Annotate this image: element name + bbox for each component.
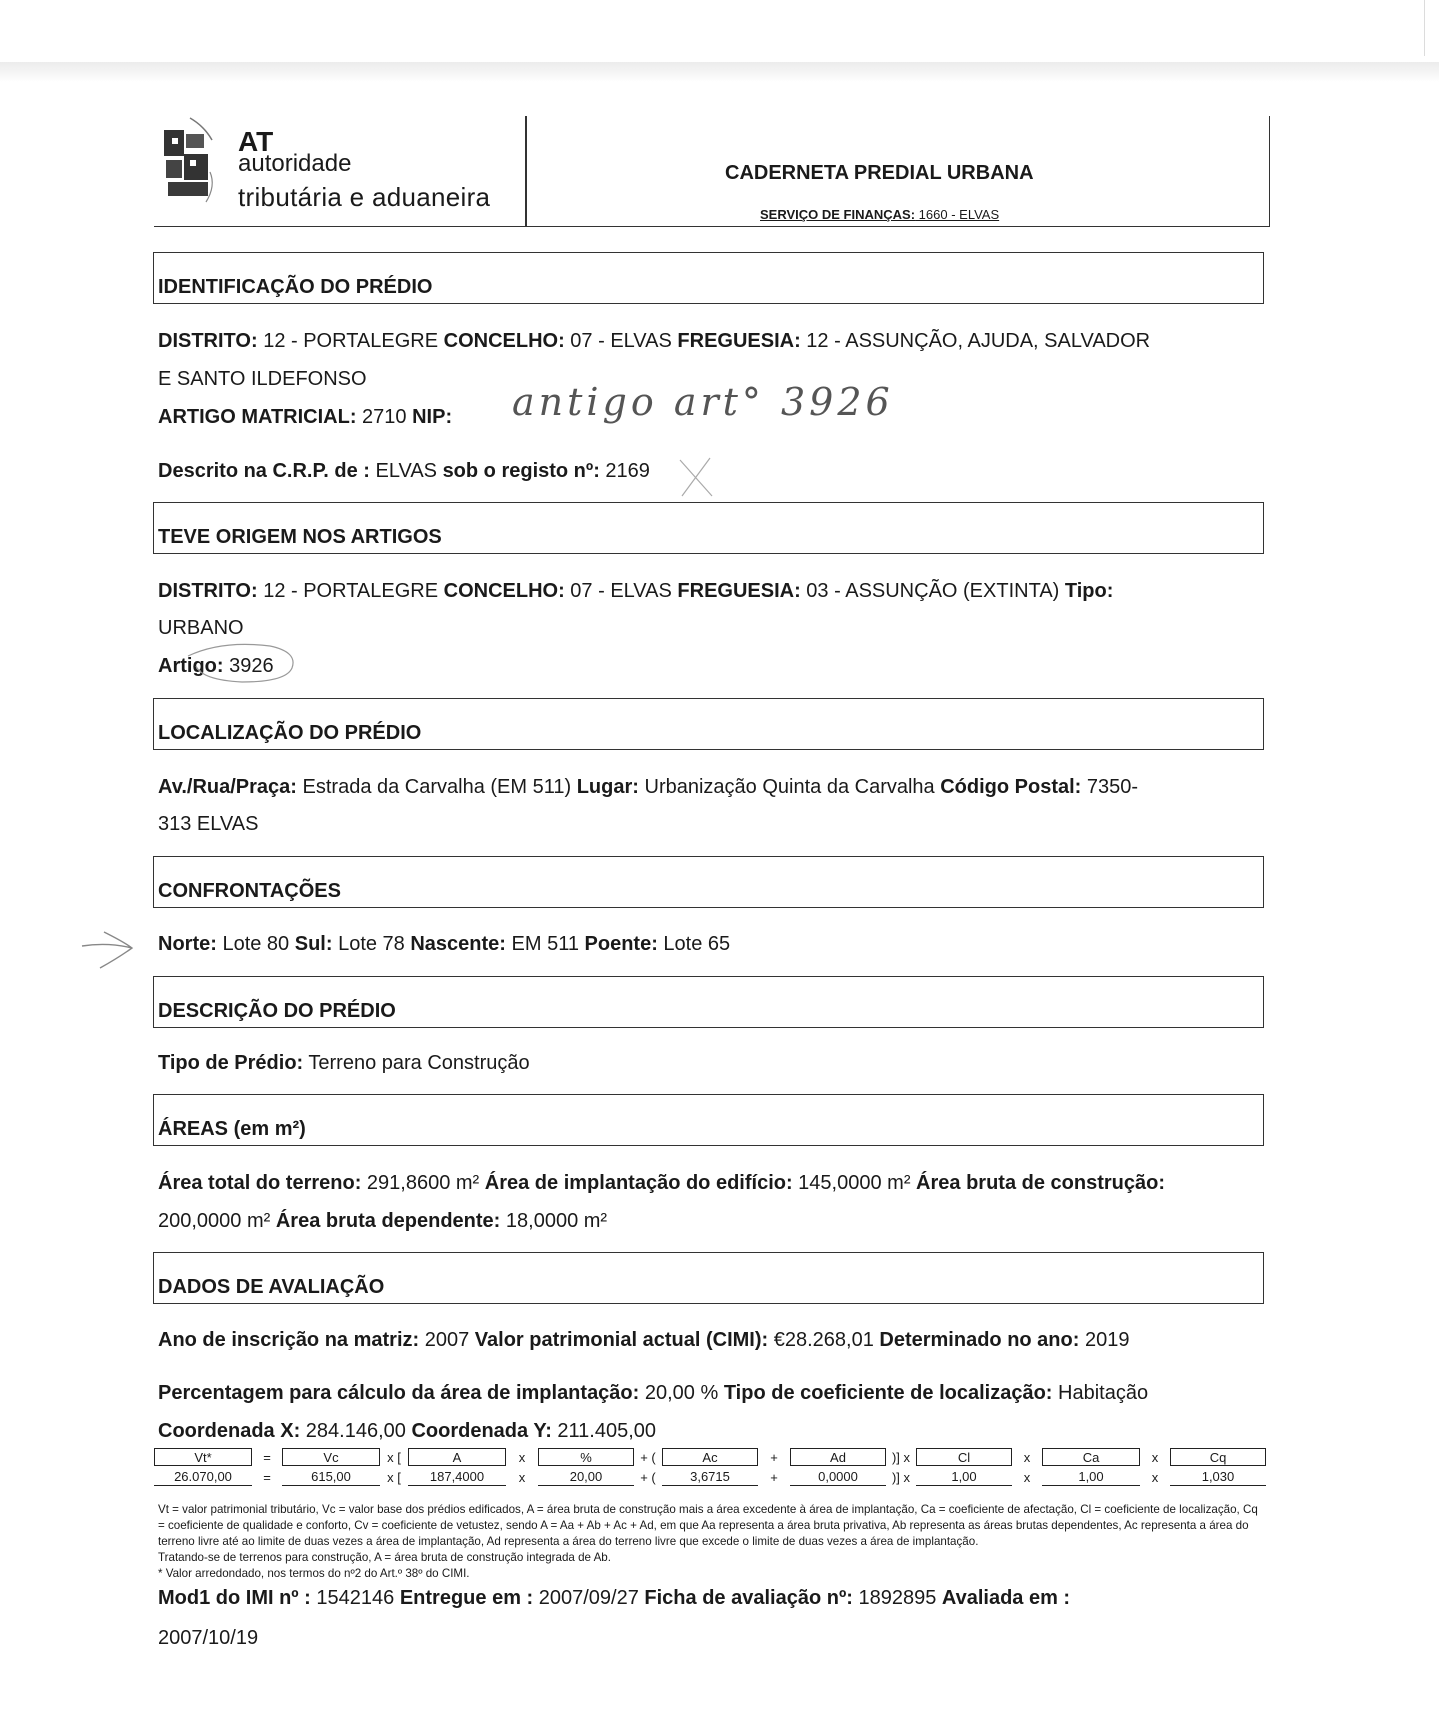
identificacao-line1: DISTRITO: 12 - PORTALEGRE CONCELHO: 07 - ELVAS FREGUESIA: 12 - ASSUNÇÃO, AJUDA, SALVADOR — [158, 330, 1151, 352]
handwritten-note: antigo art° 3926 — [512, 380, 894, 424]
localizacao-line1: Av./Rua/Praça: Estrada da Carvalha (EM 511) Lugar: Urbanização Quinta da Carvalha Código Postal: 7350- — [158, 776, 1139, 798]
formula-value-cl: 1,00 — [916, 1468, 1012, 1486]
identificacao-artigo: ARTIGO MATRICIAL: 2710 NIP: — [158, 406, 453, 428]
logo-at-text: AT — [238, 126, 274, 157]
formula-header-cq: Cq — [1170, 1448, 1266, 1466]
section-descricao — [153, 976, 1264, 1028]
origem-line1: DISTRITO: 12 - PORTALEGRE CONCELHO: 07 - ELVAS FREGUESIA: 03 - ASSUNÇÃO (EXTINTA) Tipo: — [158, 580, 1114, 602]
section-localizacao — [153, 698, 1264, 750]
tax-office: SERVIÇO DE FINANÇAS: 1660 - ELVAS — [760, 207, 1000, 222]
section-confrontacoes — [153, 856, 1264, 908]
formula-header-ac: Ac — [662, 1448, 758, 1466]
document-title: CADERNETA PREDIAL URBANA — [725, 162, 1034, 184]
logo-line3: tributária e aduaneira — [238, 182, 491, 212]
section-title: DADOS DE AVALIAÇÃO — [158, 1276, 385, 1298]
formula-header-ca: Ca — [1042, 1448, 1140, 1466]
pen-mark-icon — [672, 452, 718, 500]
note-terrenos: Tratando-se de terrenos para construção, A = área bruta de construção integrada de Ab. — [158, 1551, 611, 1564]
formula-value-ad: 0,0000 — [790, 1468, 886, 1486]
mod1-line2: 2007/10/19 — [158, 1627, 259, 1649]
section-areas — [153, 1094, 1264, 1146]
identificacao-line2: E SANTO ILDEFONSO — [158, 368, 367, 390]
areas-line2: 200,0000 m² Área bruta dependente: 18,0000 m² — [158, 1210, 608, 1232]
formula-op: = — [263, 1469, 271, 1485]
scan-edge — [1424, 0, 1425, 56]
formula-op: x — [1151, 1449, 1159, 1465]
formula-op: + ( — [640, 1449, 656, 1465]
formula-op: = — [263, 1449, 271, 1465]
section-title: LOCALIZAÇÃO DO PRÉDIO — [158, 722, 422, 744]
confrontacoes-line: Norte: Lote 80 Sul: Lote 78 Nascente: EM 511 Poente: Lote 65 — [158, 933, 731, 955]
formula-op: x — [518, 1469, 526, 1485]
formula-header-ad: Ad — [790, 1448, 886, 1466]
origem-tipo: URBANO — [158, 617, 244, 639]
logo-line2: autoridade — [238, 150, 352, 177]
formula-op: x [ — [387, 1449, 401, 1465]
origem-artigo: Artigo: 3926 — [158, 655, 274, 677]
formula-value-ac: 3,6715 — [662, 1468, 758, 1486]
formula-value-ca: 1,00 — [1042, 1468, 1140, 1486]
valuation-formula — [154, 1447, 1266, 1487]
mod1-line1: Mod1 do IMI nº : 1542146 Entregue em : 2007/09/27 Ficha de avaliação nº: 1892895 Avaliada em : — [158, 1587, 1071, 1609]
formula-notes — [158, 1502, 1258, 1582]
formula-value-a: 187,4000 — [408, 1468, 506, 1486]
formula-op: x — [1023, 1469, 1031, 1485]
formula-op: x [ — [387, 1469, 401, 1485]
formula-op: x — [518, 1449, 526, 1465]
crp-registo: Descrito na C.R.P. de : ELVAS sob o registo nº: 2169 — [158, 460, 650, 482]
formula-value-vt: 26.070,00 — [154, 1468, 252, 1486]
formula-value-pct: 20,00 — [538, 1468, 634, 1486]
note-arredondado: * Valor arredondado, nos termos do nº2 do Art.º 38º do CIMI. — [158, 1567, 470, 1580]
formula-op: + — [770, 1449, 778, 1465]
note-definitions: Vt = valor patrimonial tributário, Vc = valor base dos prédios edificados, A = área bruta de construção mais a área excedente à área de implantação, Ca = coeficiente de afectação, Cl = coeficiente de localização, Cq = coeficiente de qualidade e conforto, Cv = coeficiente de vetustez, sendo A = Aa + Ab + Ac + Ad, em que Aa representa a área bruta privativa, Ab representa as áreas brutas dependentes, Ac representa a área do terreno livre até ao limite de duas vezes a área de implantação, Ad representa a área do terreno livre que excede o limite de duas vezes a área de implantação. — [158, 1503, 1258, 1548]
formula-op: + — [770, 1469, 778, 1485]
formula-header-vt: Vt* — [154, 1448, 252, 1466]
avaliacao-coordenadas: Coordenada X: 284.146,00 Coordenada Y: 211.405,00 — [158, 1420, 657, 1442]
section-title: CONFRONTAÇÕES — [158, 880, 341, 902]
formula-header-pct: % — [538, 1448, 634, 1466]
formula-values — [154, 1467, 1266, 1487]
section-title: TEVE ORIGEM NOS ARTIGOS — [158, 526, 442, 548]
avaliacao-line2: Percentagem para cálculo da área de implantação: 20,00 % Tipo de coeficiente de localização: Habitação — [158, 1382, 1149, 1404]
header-divider — [525, 116, 527, 226]
formula-header-a: A — [408, 1448, 506, 1466]
formula-header-vc: Vc — [282, 1448, 380, 1466]
formula-header-cl: Cl — [916, 1448, 1012, 1466]
avaliacao-line1: Ano de inscrição na matriz: 2007 Valor patrimonial actual (CIMI): €28.268,01 Determinado no ano: 2019 — [158, 1329, 1130, 1351]
formula-op: x — [1151, 1469, 1159, 1485]
circle-mark-icon — [182, 636, 302, 686]
section-title: IDENTIFICAÇÃO DO PRÉDIO — [158, 276, 433, 298]
formula-headers — [154, 1447, 1266, 1467]
section-title: DESCRIÇÃO DO PRÉDIO — [158, 1000, 396, 1022]
arrow-mark-icon — [78, 928, 140, 974]
section-avaliacao — [153, 1252, 1264, 1304]
localizacao-line2: 313 ELVAS — [158, 813, 259, 835]
areas-line1: Área total do terreno: 291,8600 m² Área de implantação do edifício: 145,0000 m² Área bruta de construção: — [158, 1172, 1165, 1194]
scan-shadow-bar — [0, 62, 1439, 82]
descricao-tipo: Tipo de Prédio: Terreno para Construção — [158, 1052, 530, 1074]
formula-op: )] x — [891, 1469, 911, 1485]
section-identificacao — [153, 252, 1264, 304]
formula-value-vc: 615,00 — [282, 1468, 380, 1486]
at-logo-icon — [160, 116, 222, 208]
formula-value-cq: 1,030 — [1170, 1468, 1266, 1486]
formula-op: + ( — [640, 1469, 656, 1485]
section-title: ÁREAS (em m²) — [158, 1118, 306, 1140]
section-origem — [153, 502, 1264, 554]
formula-op: x — [1023, 1449, 1031, 1465]
formula-op: )] x — [891, 1449, 911, 1465]
